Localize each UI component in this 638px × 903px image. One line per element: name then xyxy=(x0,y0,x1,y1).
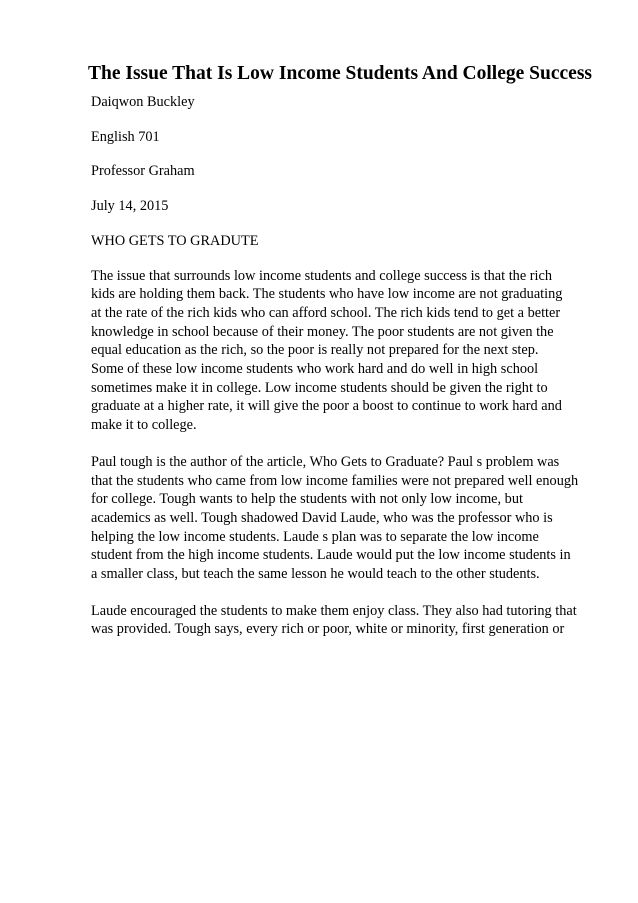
paragraph-line: make it to college. xyxy=(91,417,197,434)
paragraph-line: Some of these low income students who work hard and do well in high school xyxy=(91,361,539,378)
paragraph-line: that the students who came from low income families were not prepared well enough xyxy=(91,472,579,489)
paragraph-line: helping the low income students. Laude s plan was to separate the low income xyxy=(91,528,539,545)
essay-heading: WHO GETS TO GRADUTE xyxy=(91,232,259,249)
paragraph-line: The issue that surrounds low income students and college success is that the rich xyxy=(91,267,552,284)
paragraph-line: a smaller class, but teach the same lesson he would teach to the other students. xyxy=(91,566,540,583)
document-title: The Issue That Is Low Income Students And College Success xyxy=(87,63,592,84)
paragraph-line: Paul tough is the author of the article, Who Gets to Graduate? Paul s problem was xyxy=(91,453,560,470)
paragraph-line: at the rate of the rich kids who can afford school. The rich kids tend to get a better xyxy=(91,304,561,321)
body-paragraph-2 xyxy=(91,453,603,584)
author-name: Daiqwon Buckley xyxy=(91,94,195,110)
paragraph-line: for college. Tough wants to help the students with not only low income, but xyxy=(91,491,523,508)
paragraph-line: Laude encouraged the students to make them enjoy class. They also had tutoring that xyxy=(91,602,577,619)
course-name: English 701 xyxy=(91,128,160,145)
paragraph-line: sometimes make it in college. Low income students should be given the right to xyxy=(91,379,548,396)
document-body xyxy=(91,93,603,657)
paragraph-line: equal education as the rich, so the poor is really not prepared for the next step. xyxy=(91,342,539,359)
paragraph-line: student from the high income students. Laude would put the low income students in xyxy=(91,547,571,564)
professor-name: Professor Graham xyxy=(91,163,195,180)
paragraph-line: academics as well. Tough shadowed David Laude, who was the professor who is xyxy=(91,509,553,526)
paragraph-line: knowledge in school because of their money. The poor students are not given the xyxy=(91,323,554,340)
document-date: July 14, 2015 xyxy=(91,198,169,215)
paragraph-line: graduate at a higher rate, it will give the poor a boost to continue to work hard and xyxy=(91,398,562,415)
paragraph-line: kids are holding them back. The students who have low income are not graduating xyxy=(91,286,563,303)
paragraph-line: was provided. Tough says, every rich or poor, white or minority, first generation or xyxy=(91,621,565,638)
body-paragraph-3 xyxy=(91,602,603,639)
body-paragraph-1 xyxy=(91,267,603,435)
